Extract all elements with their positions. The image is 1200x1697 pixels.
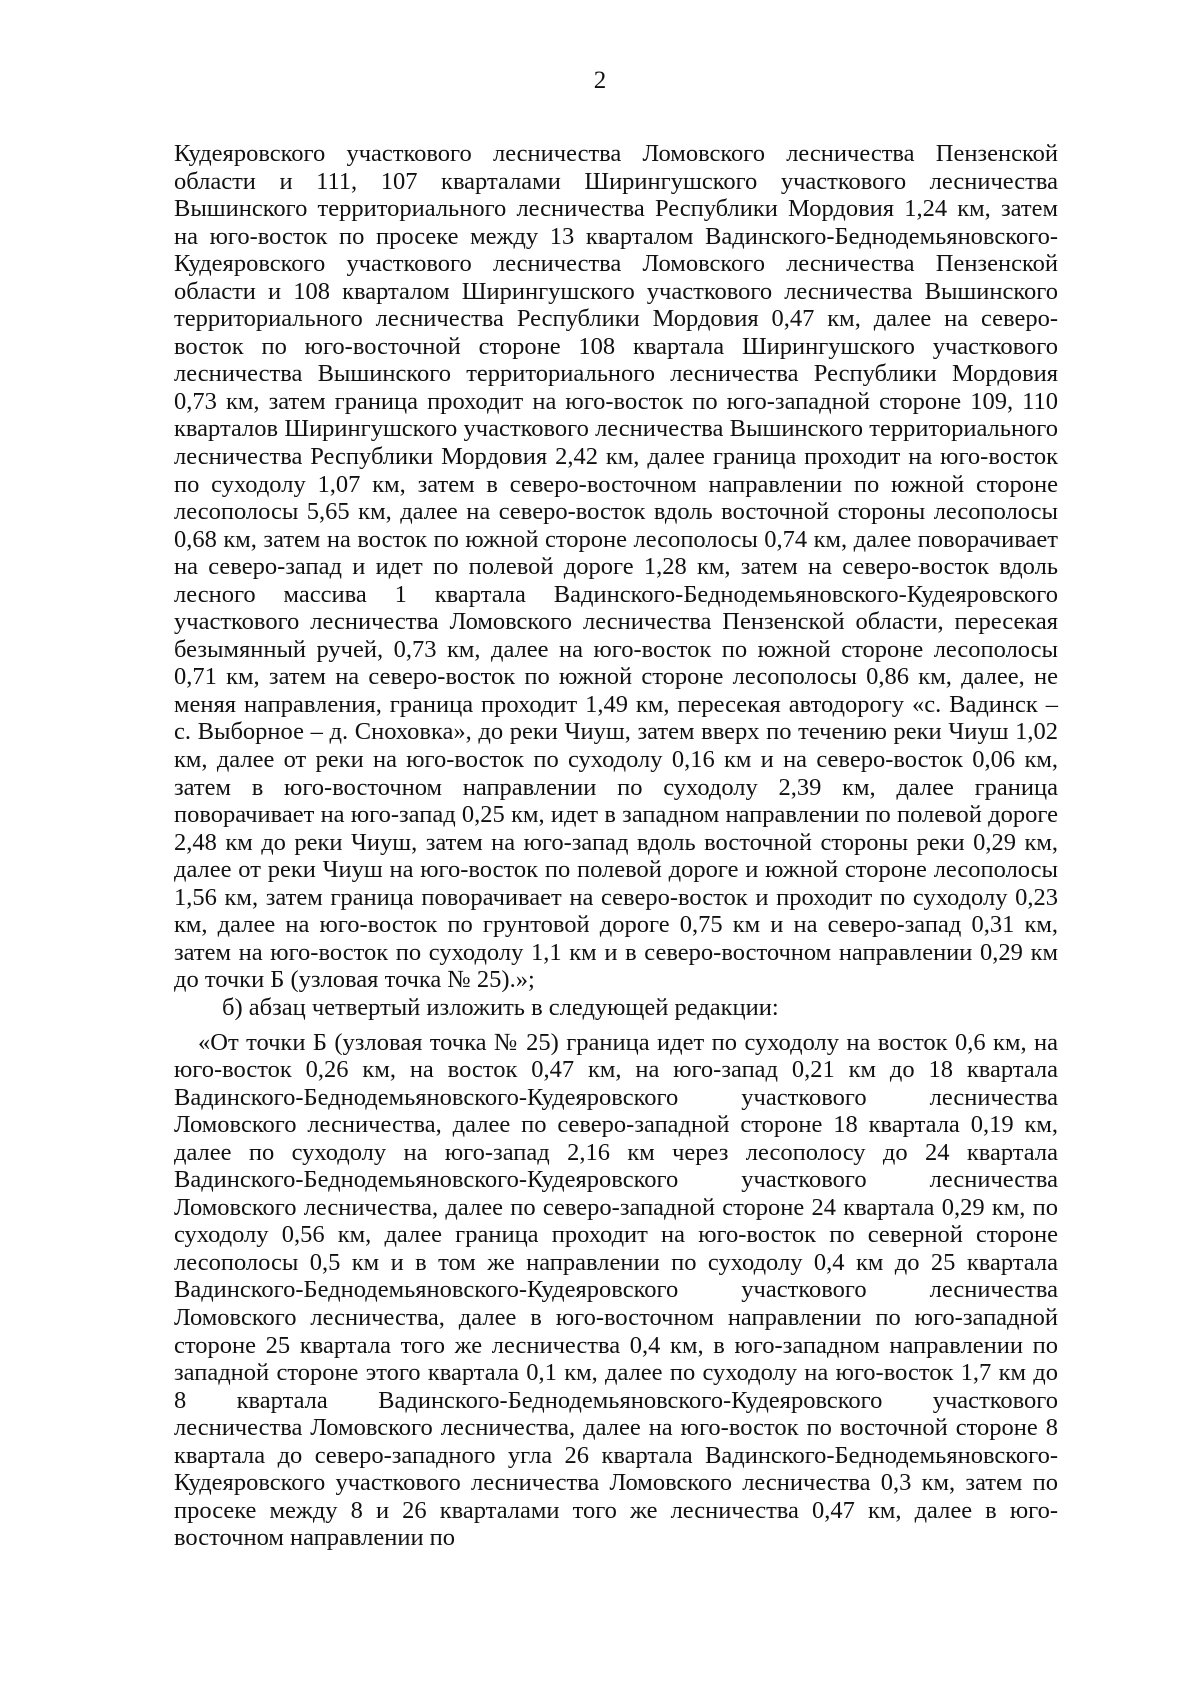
document-body xyxy=(174,140,1058,1552)
paragraph-continued-description: Кудеяровского участкового лесничества Ломовского лесничества Пензенской области и 111, 107 кварталами Ширингушского участкового лесничества Вышинского территориального лесничества Республики Мордовия 1,24 км, затем на юго-восток по просеке между 13 кварталом Вадинского-Беднодемьяновского-Кудеяровского участкового лесничества Ломовского лесничества Пензенской области и 108 кварталом Ширингушского участкового лесничества Вышинского территориального лесничества Республики Мордовия 0,47 км, далее на северо-восток по юго-восточной стороне 108 квартала Ширингушского участкового лесничества Вышинского территориального лесничества Республики Мордовия 0,73 км, затем граница проходит на юго-восток по юго-западной стороне 109, 110 кварталов Ширингушского участкового лесничества Вышинского территориального лесничества Республики Мордовия 2,42 км, далее граница проходит на юго-восток по суходолу 1,07 км, затем в северо-восточном направлении по южной стороне лесополосы 5,65 км, далее на северо-восток вдоль восточной стороны лесополосы 0,68 км, затем на восток по южной стороне лесополосы 0,74 км, далее поворачивает на северо-запад и идет по полевой дороге 1,28 км, затем на северо-восток вдоль лесного массива 1 квартала Вадинского-Беднодемьяновского-Кудеяровского участкового лесничества Ломовского лесничества Пензенской области, пересекая безымянный ручей, 0,73 км, далее на юго-восток по южной стороне лесополосы 0,71 км, затем на северо-восток по южной стороне лесополосы 0,86 км, далее, не меняя направления, граница проходит 1,49 км, пересекая автодорогу «с. Вадинск – с. Выборное – д. Сноховка», до реки Чиуш, затем вверх по течению реки Чиуш 1,02 км, далее от реки на юго-восток по суходолу 0,16 км и на северо-восток 0,06 км, затем в юго-восточном направлении по суходолу 2,39 км, далее граница поворачивает на юго-запад 0,25 км, идет в западном направлении по полевой дороге 2,48 км до реки Чиуш, затем на юго-запад вдоль восточной стороны реки 0,29 км, далее от реки Чиуш на юго-восток по полевой дороге и южной стороне лесополосы 1,56 км, затем граница поворачивает на северо-восток и проходит по суходолу 0,23 км, далее на юго-восток по грунтовой дороге 0,75 км и на северо-запад 0,31 км, затем на юго-восток по суходолу 1,1 км и в северо-восточном направлении 0,29 км до точки Б (узловая точка № 25).»; xyxy=(174,140,1058,994)
page-number: 2 xyxy=(593,67,607,94)
paragraph-amendment-item-b: б) абзац четвертый изложить в следующей редакции: xyxy=(222,993,779,1021)
paragraph-quoted-description: «От точки Б (узловая точка № 25) граница идет по суходолу на восток 0,6 км, на юго-восток 0,26 км, на восток 0,47 км, на юго-запад 0,21 км до 18 квартала Вадинского-Беднодемьяновского-Кудеяровского участкового лесничества Ломовского лесничества, далее по северо-западной стороне 18 квартала 0,19 км, далее по суходолу на юго-запад 2,16 км через лесополосу до 24 квартала Вадинского-Беднодемьяновского-Кудеяровского участкового лесничества Ломовского лесничества, далее по северо-западной стороне 24 квартала 0,29 км, по суходолу 0,56 км, далее граница проходит на юго-восток по северной стороне лесополосы 0,5 км и в том же направлении по суходолу 0,4 км до 25 квартала Вадинского-Беднодемьяновского-Кудеяровского участкового лесничества Ломовского лесничества, далее в юго-восточном направлении по юго-западной стороне 25 квартала того же лесничества 0,4 км, в юго-западном направлении по западной стороне этого квартала 0,1 км, далее по суходолу на юго-восток 1,7 км до 8 квартала Вадинского-Беднодемьяновского-Кудеяровского участкового лесничества Ломовского лесничества, далее на юго-восток по восточной стороне 8 квартала до северо-западного угла 26 квартала Вадинского-Беднодемьяновского-Кудеяровского участкового лесничества Ломовского лесничества 0,3 км, затем по просеке между 8 и 26 кварталами того же лесничества 0,47 км, далее в юго-восточном направлении по xyxy=(174,1028,1058,1552)
